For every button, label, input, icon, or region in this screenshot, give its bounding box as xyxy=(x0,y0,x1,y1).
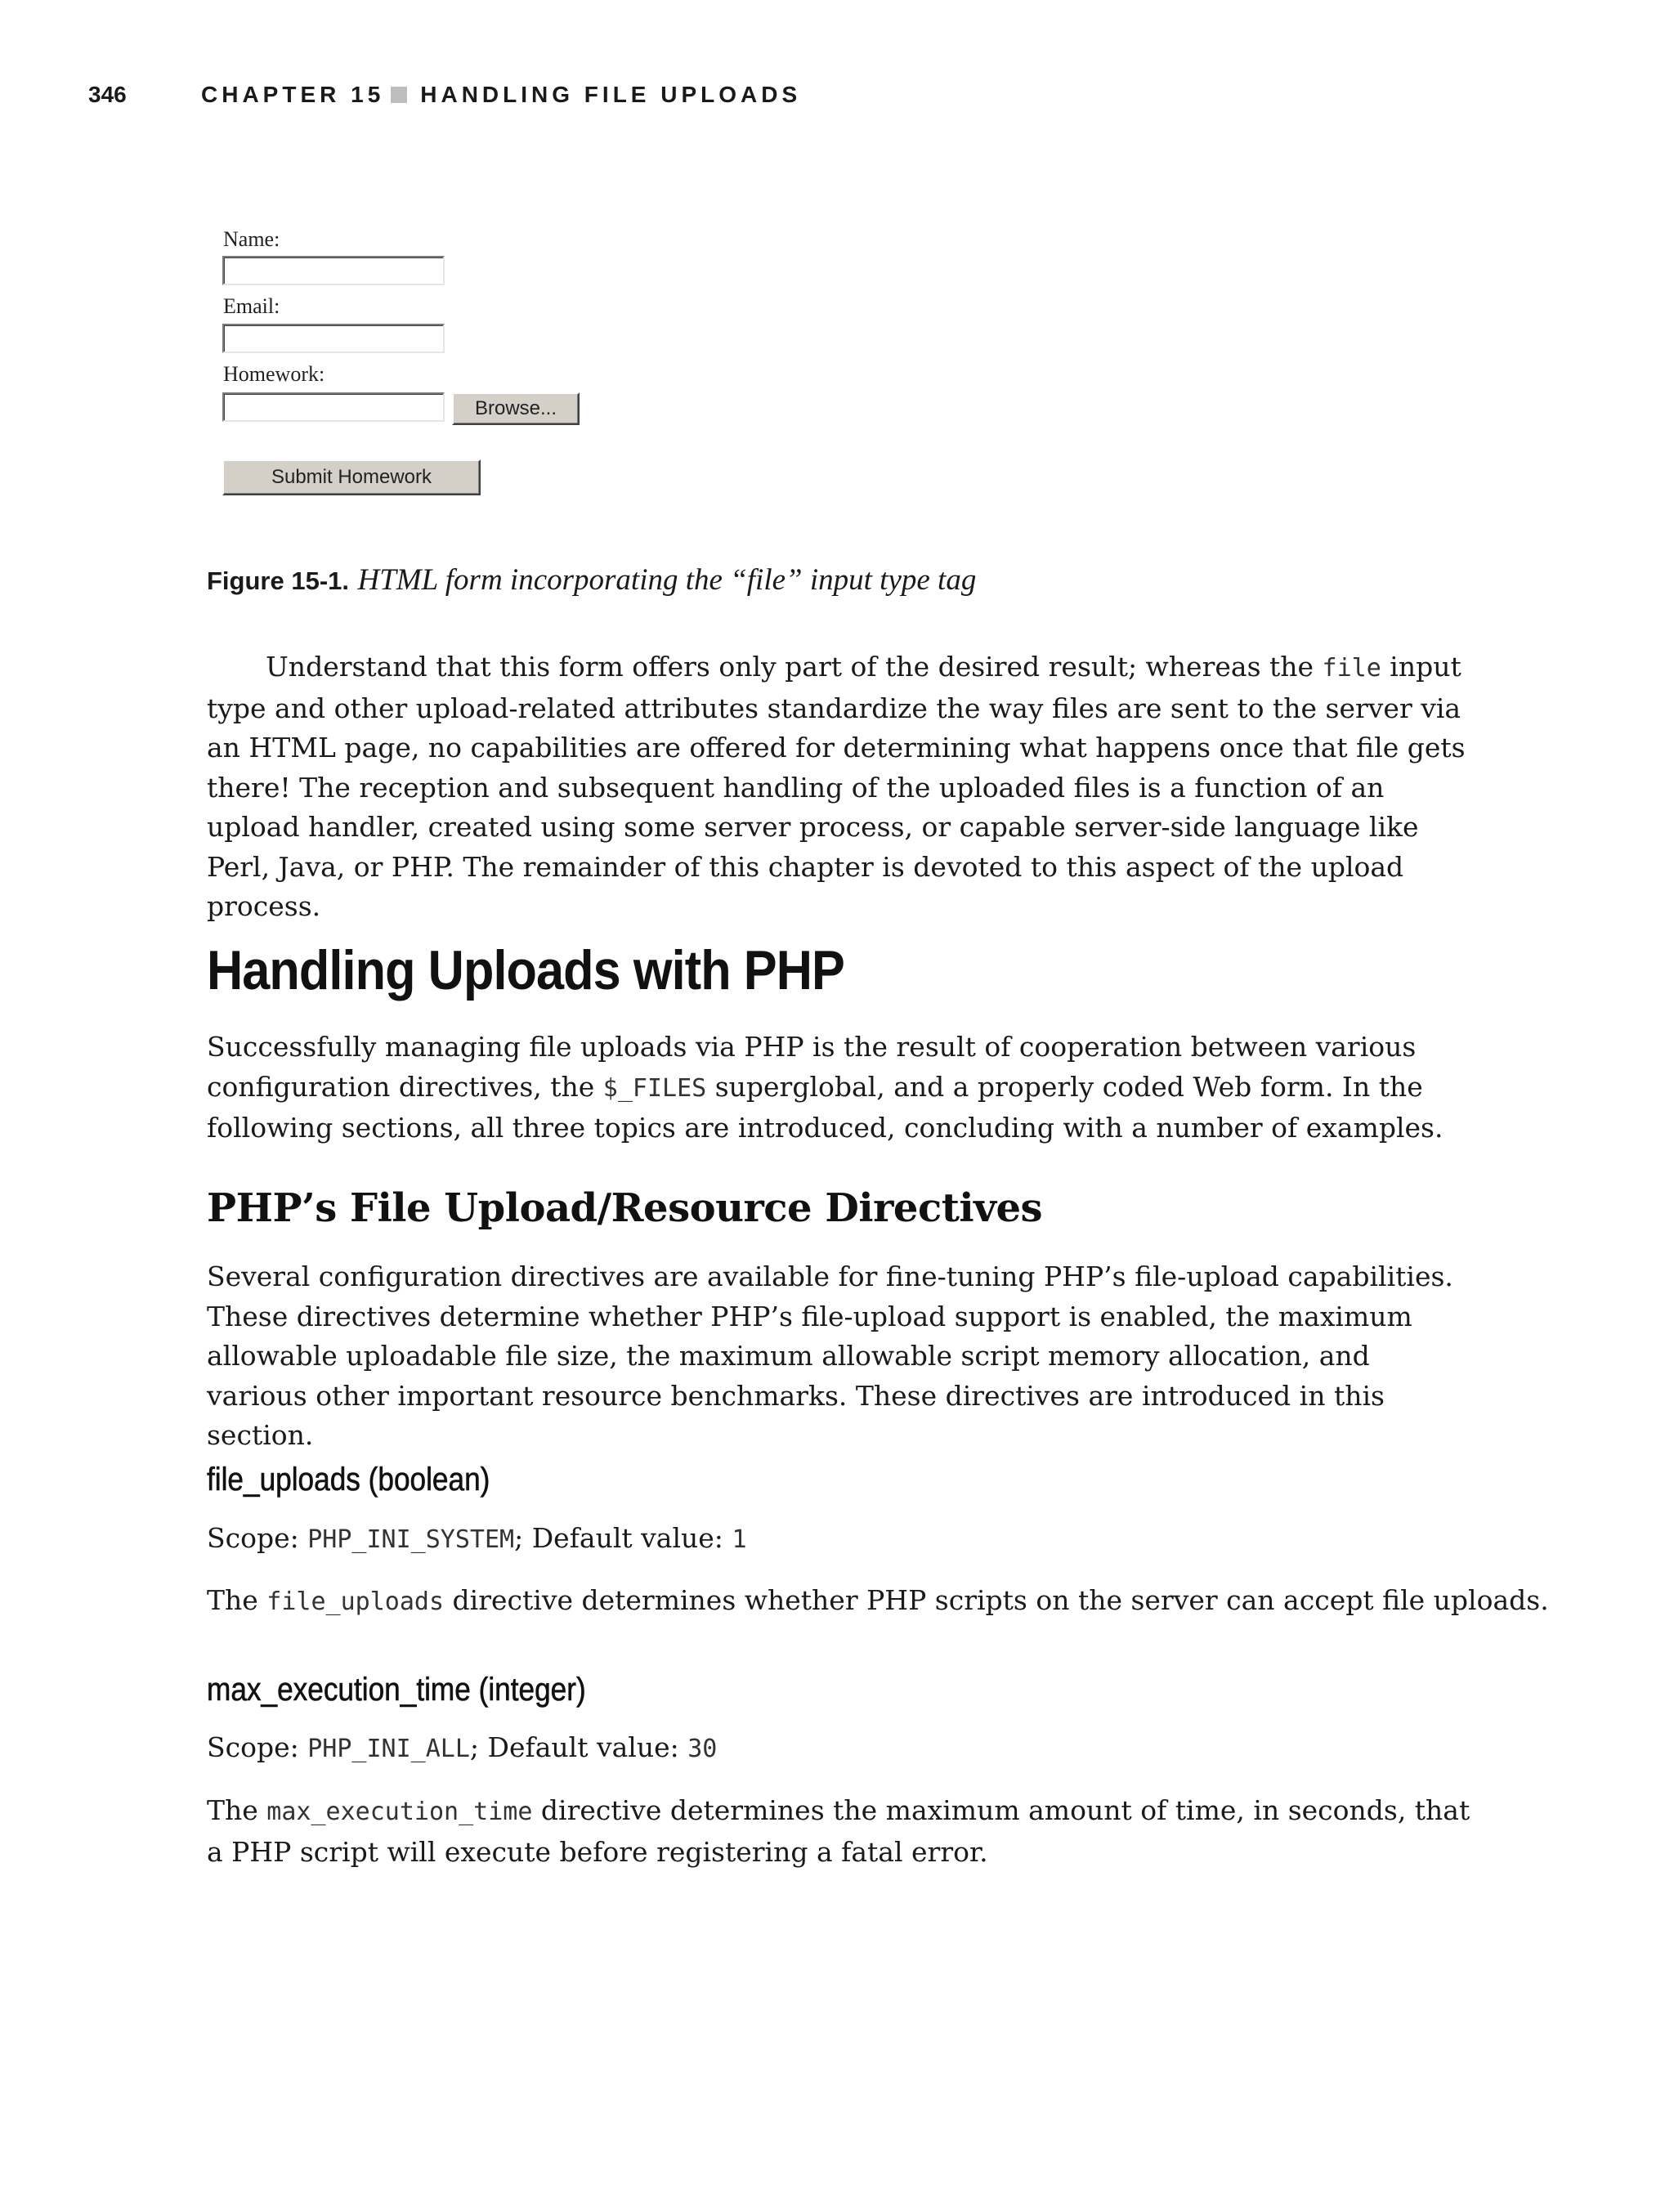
directive-scope-file-uploads xyxy=(207,1522,747,1554)
code-files: $_FILES xyxy=(602,1073,707,1103)
default-label: ; Default value: xyxy=(469,1731,679,1763)
section-paragraph xyxy=(207,1028,1474,1149)
default-value: 1 xyxy=(732,1525,747,1554)
directive-scope-max-execution-time xyxy=(207,1731,717,1763)
scope-value: PHP_INI_SYSTEM xyxy=(307,1525,515,1554)
figure-caption xyxy=(207,562,976,598)
section-text-b: superglobal, and a properly coded Web form. In the following sections, all three topics are introduced, concluding with a number of examples. xyxy=(207,1070,1443,1144)
chapter-number: CHAPTER 15 xyxy=(201,82,385,107)
scope-label: Scope: xyxy=(207,1522,299,1554)
directive-heading-max-execution-time: max_execution_time (integer) xyxy=(207,1672,586,1708)
section-heading: Handling Uploads with PHP xyxy=(207,939,844,1001)
intro-text-a: Understand that this form offers only part of the desired result; whereas the xyxy=(266,651,1314,683)
figure-title: HTML form incorporating the “file” input type tag xyxy=(357,563,977,597)
homework-file-field[interactable] xyxy=(222,392,445,422)
figure-label: Figure 15-1. xyxy=(207,566,349,595)
intro-paragraph xyxy=(207,647,1474,927)
browse-button[interactable]: Browse... xyxy=(452,392,580,425)
intro-text-b: input type and other upload-related attributes standardize the way files are sent to the server via an HTML page, no capabilities are offered for determining what happens once that file gets there! The reception and subsequent handling of the uploaded files is a function of an upload handler, created using some server process, or capable server-side language like Perl, Java, or PHP. The remainder of this chapter is devoted to this aspect of the upload process. xyxy=(207,651,1466,922)
name-label: Name: xyxy=(223,227,280,251)
code-file: file xyxy=(1322,654,1381,683)
name-field[interactable] xyxy=(222,256,445,285)
scope-label: Scope: xyxy=(207,1731,299,1763)
desc-text-a: The xyxy=(207,1794,258,1826)
subsection-heading: PHP’s File Upload/Resource Directives xyxy=(207,1185,1043,1231)
desc-text-a: The xyxy=(207,1584,258,1616)
square-separator-icon xyxy=(391,87,407,103)
section-text-a: Successfully managing file uploads via PHP is the result of cooperation between various configuration directives, the xyxy=(207,1031,1417,1103)
email-field[interactable] xyxy=(222,324,445,353)
chapter-title: HANDLING FILE UPLOADS xyxy=(420,82,802,107)
desc-code: file_uploads xyxy=(266,1587,445,1616)
desc-text-b: directive determines whether PHP scripts on the server can accept file uploads. xyxy=(452,1584,1549,1616)
directive-desc-max-execution-time xyxy=(207,1791,1474,1872)
homework-label: Homework: xyxy=(223,362,325,386)
subsection-paragraph: Several configuration directives are available for fine-tuning PHP’s file-upload capabilities. These directives determine whether PHP’s file-upload support is enabled, the maximum allowable uploadable file size, the maximum allowable script memory allocation, and various other important resource benchmarks. These directives are introduced in this section. xyxy=(207,1260,1453,1451)
desc-code: max_execution_time xyxy=(266,1798,533,1826)
scope-value: PHP_INI_ALL xyxy=(307,1735,470,1763)
figure-form-screenshot xyxy=(222,227,598,505)
submit-homework-button[interactable]: Submit Homework xyxy=(222,459,481,495)
desc-text-b: directive determines the maximum amount of time, in seconds, that a PHP script will execute before registering a fatal error. xyxy=(207,1794,1470,1868)
default-label: ; Default value: xyxy=(514,1522,723,1554)
running-head xyxy=(88,82,802,108)
default-value: 30 xyxy=(687,1735,718,1763)
email-label: Email: xyxy=(223,294,280,318)
directive-desc-file-uploads xyxy=(207,1584,1549,1616)
directive-heading-file-uploads: file_uploads (boolean) xyxy=(207,1462,490,1498)
page-number: 346 xyxy=(88,82,127,107)
chapter-heading xyxy=(201,82,801,108)
